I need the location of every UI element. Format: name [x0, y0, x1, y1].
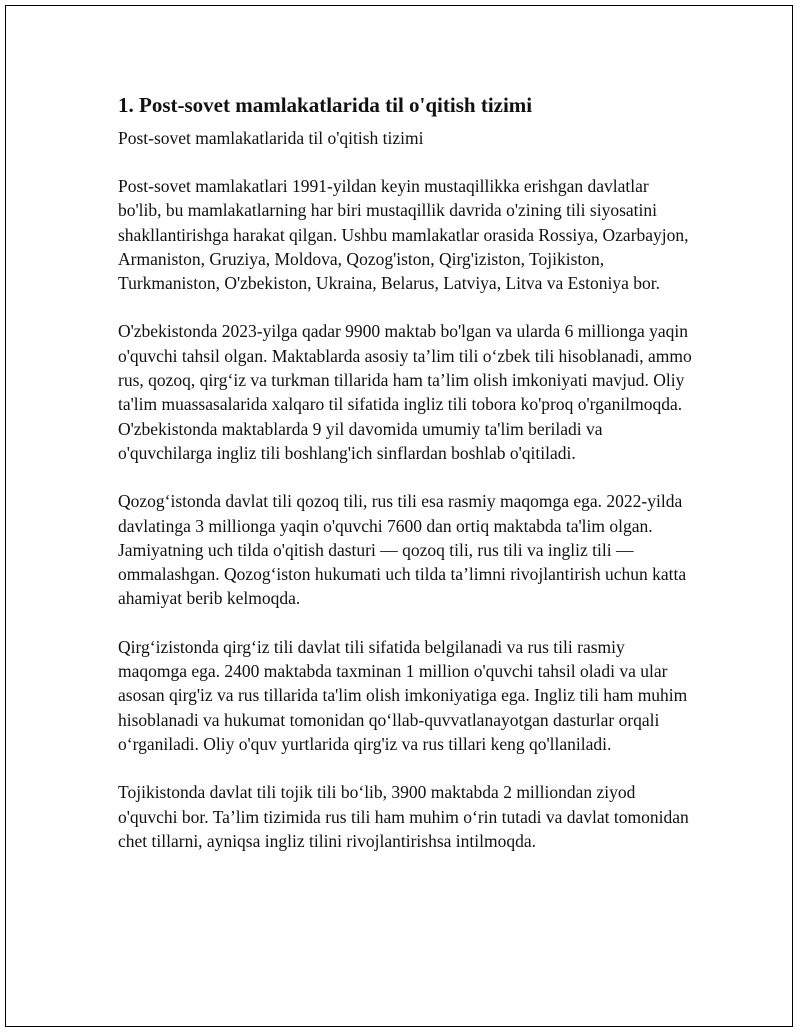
paragraph-kyrgyzstan: Qirg‘izistonda qirg‘iz tili davlat tili sifatida belgilanadi va rus tili rasmiy maqomga ega. 2400 maktabda taxminan 1 million o'quvchi tahsil oladi va ular asosan qirg'iz va rus tillarida ta'lim olish imkoniyatiga ega. Ingliz tili ham muhim hisoblanadi va hukumat tomonidan qo‘llab-quvvatlanayotgan dasturlar orqali o‘rganiladi. Oliy o'quv yurtlarida qirg'iz va rus tillari keng qo'llaniladi.	[118, 636, 688, 754]
paragraph-kazakhstan: Qozog‘istonda davlat tili qozoq tili, rus tili esa rasmiy maqomga ega. 2022-yilda davlatinga 3 millionga yaqin o'quvchi 7600 dan ortiq maktabda ta'lim olgan. Jamiyatning uch tilda o'qitish dasturi — qozoq tili, rus tili va ingliz tili — ommalashgan. Qozog‘iston hukumati uch tilda ta’limni rivojlantirish uchun katta ahamiyat berib kelmoqda.	[118, 491, 687, 609]
paragraph-tajikistan: Tojikistonda davlat tili tojik tili bo‘lib, 3900 maktabda 2 milliondan ziyod o'quvchi bor. Ta’lim tizimida rus tili ham muhim o‘rin tutadi va davlat tomonidan chet tillarni, ayniqsa ingliz tilini rivojlantirishsa intilmoqda.	[118, 782, 689, 851]
paragraph-uzbekistan: O'zbekistonda 2023-yilga qadar 9900 maktab bo'lgan va ularda 6 millionga yaqin o'quvchi tahsil olgan. Maktablarda asosiy ta’lim tili o‘zbek tili hisoblanadi, ammo rus, qozoq, qirg‘iz va turkman tillarida ham ta’lim olish imkoniyati mavjud. Oliy ta'lim muassasalarida xalqaro til sifatida ingliz tili tobora ko'proq o'rganilmoqda. O'zbekistonda maktablarda 9 yil davomida umumiy ta'lim beriladi va o'quvchilarga ingliz tili boshlang'ich sinflardan boshlab o'qitiladi.	[118, 321, 692, 463]
document-body	[118, 88, 693, 877]
section-heading: 1. Post-sovet mamlakatlarida til o'qitish tizimi	[118, 93, 533, 117]
section-subtitle: Post-sovet mamlakatlarida til o'qitish tizimi	[118, 128, 424, 148]
paragraph-intro: Post-sovet mamlakatlari 1991-yildan keyin mustaqillikka erishgan davlatlar bo'lib, bu mamlakatlarning har biri mustaqillik davrida o'zining tili siyosatini shakllantirishga harakat qilgan. Ushbu mamlakatlar orasida Rossiya, Ozarbayjon, Armaniston, Gruziya, Moldova, Qozog'iston, Qirg'iziston, Tojikiston, Turkmaniston, O'zbekiston, Ukraina, Belarus, Latviya, Litva va Estoniya bor.	[118, 176, 689, 294]
